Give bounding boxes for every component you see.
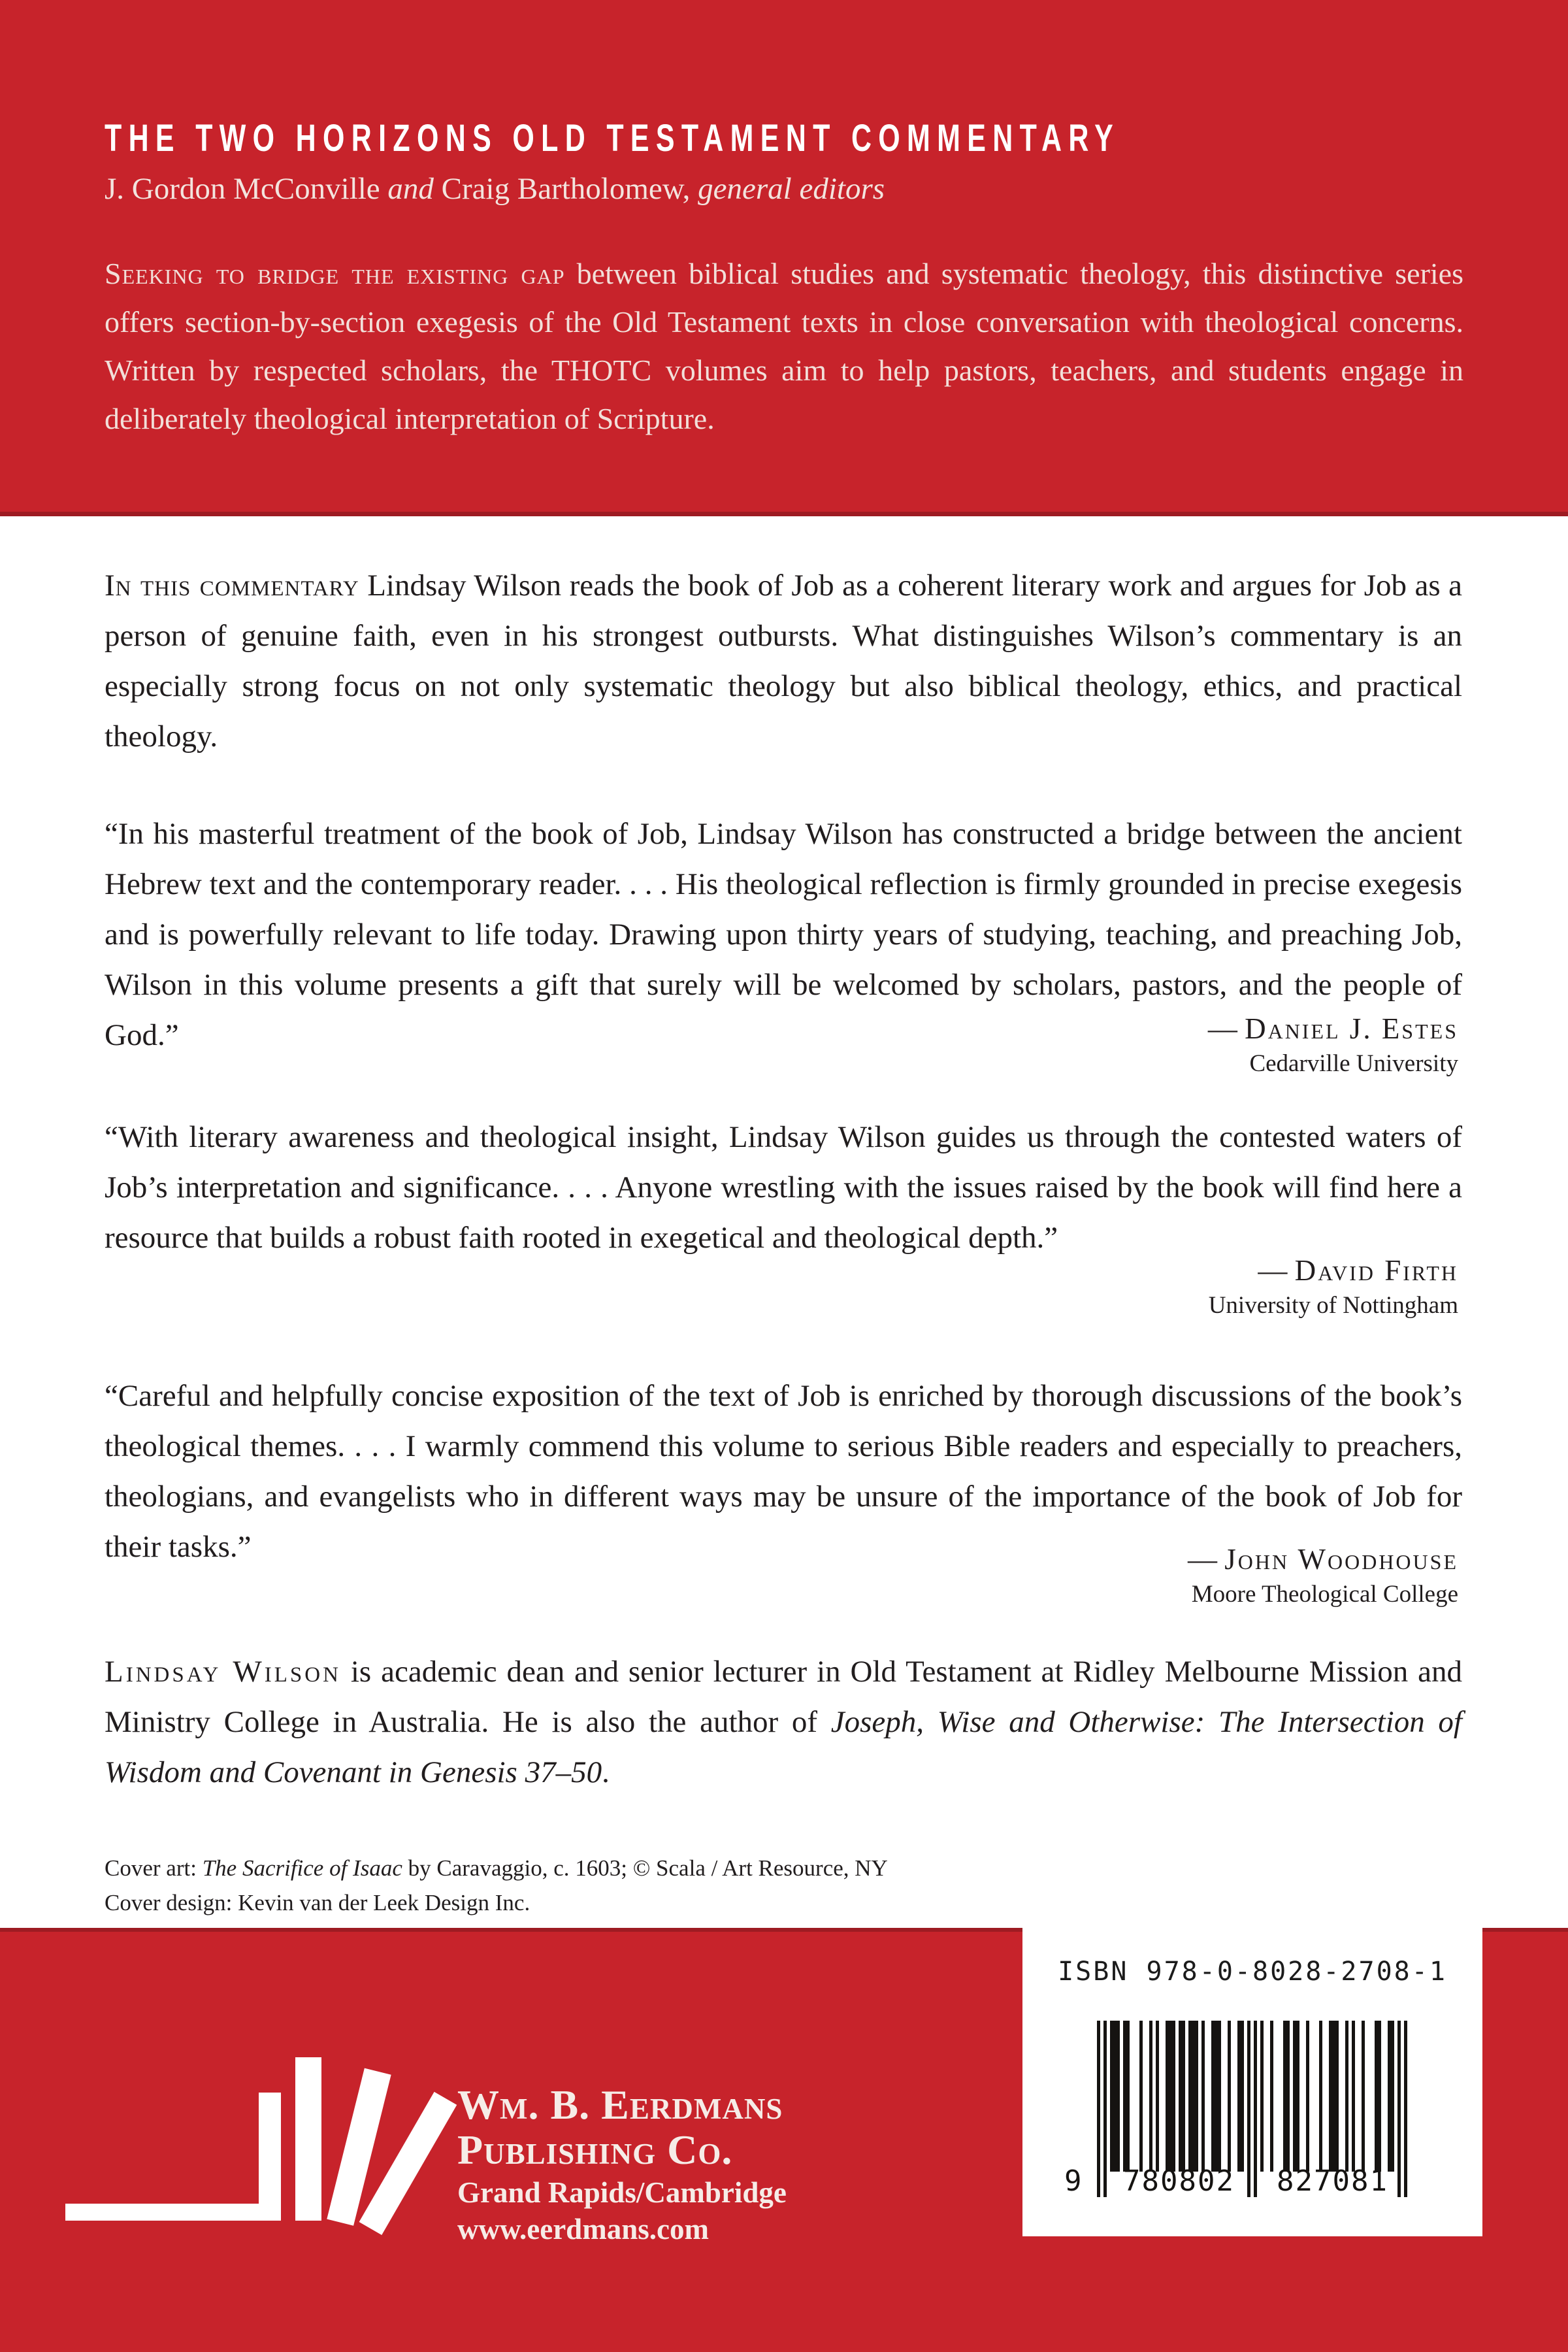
series-blurb-rest: between biblical studies and systematic theology, this distinctive series offers section-by-section exegesis of the Old Testament texts in close conversation with theological concerns. Written by respected scholars, the THOTC volumes aim to help pastors, teachers, and students engage in deliberately theological interpretation of Scripture. xyxy=(105,257,1463,435)
barcode-digits xyxy=(1022,2164,1482,2204)
editors-and: and xyxy=(387,172,434,206)
endorser-affiliation-2: University of Nottingham xyxy=(1208,1292,1458,1319)
editors-role: general editors xyxy=(698,172,885,206)
cover-art-rest: by Caravaggio, c. 1603; © Scala / Art Resource, NY xyxy=(402,1855,888,1881)
endorser-name-3: John Woodhouse xyxy=(1224,1543,1458,1576)
cover-art-prefix: Cover art: xyxy=(105,1855,203,1881)
author-bio xyxy=(105,1647,1462,1798)
attribution-dash: — xyxy=(1187,1543,1225,1576)
endorser-affiliation-1: Cedarville University xyxy=(1249,1050,1458,1077)
series-title: THE TWO HORIZONS OLD TESTAMENT COMMENTARY xyxy=(105,117,1120,159)
endorser-name-2: David Firth xyxy=(1294,1254,1458,1287)
author-bio-end: . xyxy=(602,1755,610,1789)
isbn-number: ISBN 978-0-8028-2708-1 xyxy=(1058,1957,1447,1987)
author-book-title: Joseph, Wise and Otherwise: The Intersection of Wisdom and Covenant in Genesis 37–50 xyxy=(105,1705,1462,1789)
attribution-dash: — xyxy=(1207,1012,1245,1045)
barcode-group-1: 780802 xyxy=(1123,2164,1235,2198)
isbn-barcode-box xyxy=(1022,1928,1482,2236)
series-blurb-lead: Seeking to bridge the existing gap xyxy=(105,257,565,290)
synopsis-rest: Lindsay Wilson reads the book of Job as a coherent literary work and argues for Job as a person of genuine faith, even in his strongest outbursts. What distinguishes Wilson’s commentary is an especially strong focus on not only systematic theology but also biblical theology, ethics, and practical theology. xyxy=(105,569,1463,754)
author-name: Lindsay Wilson xyxy=(105,1655,341,1689)
endorsement-attribution-1 xyxy=(1208,1012,1458,1082)
endorsement-attribution-3 xyxy=(1188,1542,1458,1613)
cover-art-title: The Sacrifice of Isaac xyxy=(202,1855,402,1881)
editors-line xyxy=(105,171,885,207)
attribution-dash: — xyxy=(1258,1254,1295,1287)
top-red-band xyxy=(0,0,1568,516)
publisher-cities: Grand Rapids/Cambridge xyxy=(457,2176,787,2209)
endorser-name-1: Daniel J. Estes xyxy=(1245,1012,1458,1045)
endorser-affiliation-3: Moore Theological College xyxy=(1191,1581,1458,1608)
editor-name-1: J. Gordon McConville xyxy=(105,172,388,206)
publisher-name-line2: Publishing Co. xyxy=(457,2127,733,2173)
synopsis-paragraph xyxy=(105,561,1462,762)
series-blurb xyxy=(105,250,1463,443)
endorsement-quote-3: “Careful and helpfully concise exposition of the text of Job is enriched by thorough discussions of the book’s theological themes. . . . I warmly commend this volume to serious Bible readers and especially to preachers, theologians, and evangelists who in different ways may be unsure of the importance of the book of Job for their tasks.” xyxy=(105,1379,1462,1564)
editor-name-2: Craig Bartholomew, xyxy=(433,172,698,206)
publisher-block xyxy=(457,2083,787,2247)
author-bio-text: is academic dean and senior lecturer in Old Testament at Ridley Melbourne Mission and Ministry College in Australia. He is also the author of xyxy=(105,1655,1462,1739)
cover-credits xyxy=(105,1851,888,1920)
cover-design-credit: Cover design: Kevin van der Leek Design Inc. xyxy=(105,1890,531,1915)
barcode-lead-digit: 9 xyxy=(1064,2164,1082,2198)
barcode-group-2: 827081 xyxy=(1277,2164,1388,2198)
synopsis-lead: In this commentary xyxy=(105,569,359,603)
endorsement-quote-2: “With literary awareness and theological insight, Lindsay Wilson guides us through the contested waters of Job’s interpretation and significance. . . . Anyone wrestling with the issues raised by the book will find here a resource that builds a robust faith rooted in exegetical and theological depth.” xyxy=(105,1120,1462,1255)
endorsement-attribution-2 xyxy=(1209,1253,1458,1324)
publisher-website: www.eerdmans.com xyxy=(457,2213,709,2245)
endorsement-quote-1: “In his masterful treatment of the book of Job, Lindsay Wilson has constructed a bridge between the ancient Hebrew text and the contemporary reader. . . . His theological reflection is firmly grounded in precise exegesis and is powerfully relevant to life today. Drawing upon thirty years of studying, teaching, and preaching Job, Wilson in this volume presents a gift that surely will be welcomed by scholars, pastors, and the people of God.” xyxy=(105,817,1462,1052)
publisher-name-line1: Wm. B. Eerdmans xyxy=(457,2081,783,2128)
